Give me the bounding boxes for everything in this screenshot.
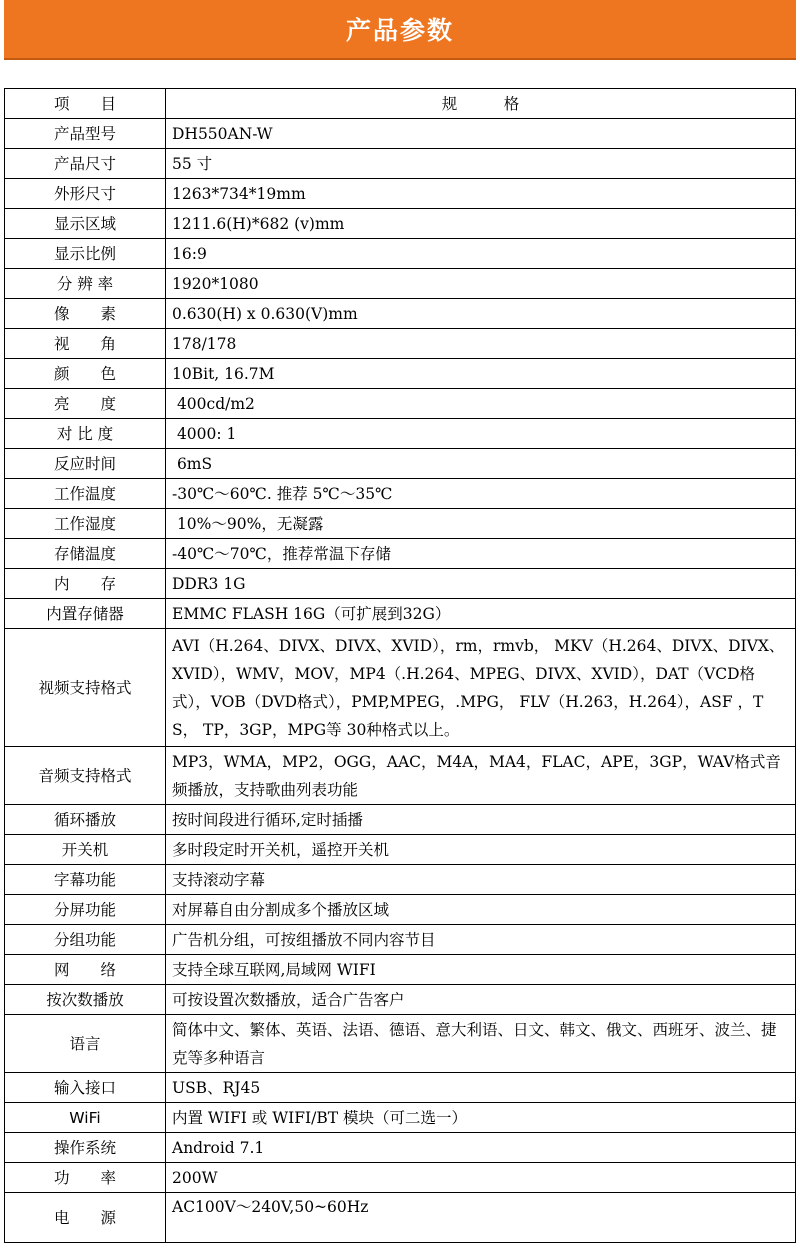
table-row — [5, 895, 796, 925]
table-row — [5, 389, 796, 419]
row-label: 视 角 — [5, 329, 166, 359]
table-row — [5, 119, 796, 149]
spec-table — [4, 88, 796, 1243]
row-label: 输入接口 — [5, 1073, 166, 1103]
row-label: 分组功能 — [5, 925, 166, 955]
row-value: 1263*734*19mm — [166, 179, 796, 209]
header-spec: 规 格 — [166, 89, 796, 119]
row-label: 工作温度 — [5, 479, 166, 509]
row-label: 对 比 度 — [5, 419, 166, 449]
row-label: 网 络 — [5, 955, 166, 985]
table-row — [5, 1103, 796, 1133]
table-row — [5, 179, 796, 209]
table-row — [5, 747, 796, 805]
row-value: 1920*1080 — [166, 269, 796, 299]
row-label: 产品型号 — [5, 119, 166, 149]
row-value: 10%～90%，无凝露 — [166, 509, 796, 539]
row-label: 颜 色 — [5, 359, 166, 389]
table-row — [5, 209, 796, 239]
table-row — [5, 359, 796, 389]
row-value: 内置 WIFI 或 WIFI/BT 模块（可二选一） — [166, 1103, 796, 1133]
row-label: WiFi — [5, 1103, 166, 1133]
row-label: 功 率 — [5, 1163, 166, 1193]
row-label: 操作系统 — [5, 1133, 166, 1163]
table-row — [5, 955, 796, 985]
row-value: EMMC FLASH 16G（可扩展到32G） — [166, 599, 796, 629]
row-label: 字幕功能 — [5, 865, 166, 895]
table-row — [5, 629, 796, 747]
row-label: 显示区域 — [5, 209, 166, 239]
row-value: AVI（H.264、DIVX、DIVX、XVID），rm，rmvb， MKV（H.264、DIVX、DIVX、XVID），WMV，MOV，MP4（.H.264、MPEG、DIVX、XVID），DAT（VCD格式），VOB（DVD格式），PMP,MPEG，.MPG， FLV（H.263，H.264），ASF ，TS， TP，3GP，MPG等 30种格式以上。 — [166, 629, 796, 747]
table-row — [5, 419, 796, 449]
row-label: 工作湿度 — [5, 509, 166, 539]
row-value: 支持全球互联网,局域网 WIFI — [166, 955, 796, 985]
row-value: USB、RJ45 — [166, 1073, 796, 1103]
row-value: 6mS — [166, 449, 796, 479]
row-value: 可按设置次数播放，适合广告客户 — [166, 985, 796, 1015]
row-value: AC100V～240V,50~60Hz — [166, 1193, 796, 1243]
row-value: MP3，WMA，MP2，OGG，AAC，M4A，MA4，FLAC，APE，3GP，WAV格式音频播放，支持歌曲列表功能 — [166, 747, 796, 805]
table-row — [5, 269, 796, 299]
row-label: 音频支持格式 — [5, 747, 166, 805]
table-row — [5, 1015, 796, 1073]
row-value: 4000: 1 — [166, 419, 796, 449]
row-label: 语言 — [5, 1015, 166, 1073]
row-label: 产品尺寸 — [5, 149, 166, 179]
row-label: 存储温度 — [5, 539, 166, 569]
row-value: 400cd/m2 — [166, 389, 796, 419]
table-row — [5, 925, 796, 955]
row-label: 电 源 — [5, 1193, 166, 1243]
row-label: 像 素 — [5, 299, 166, 329]
row-value: -30℃～60℃. 推荐 5℃～35℃ — [166, 479, 796, 509]
row-label: 按次数播放 — [5, 985, 166, 1015]
table-row — [5, 1073, 796, 1103]
table-row — [5, 805, 796, 835]
row-label: 分 辨 率 — [5, 269, 166, 299]
row-label: 循环播放 — [5, 805, 166, 835]
page-title-banner: 产品参数 — [4, 0, 796, 60]
row-label: 分屏功能 — [5, 895, 166, 925]
row-value: Android 7.1 — [166, 1133, 796, 1163]
row-value: 0.630(H) x 0.630(V)mm — [166, 299, 796, 329]
table-row — [5, 1163, 796, 1193]
row-value: 55 寸 — [166, 149, 796, 179]
table-row — [5, 569, 796, 599]
table-row — [5, 835, 796, 865]
table-row — [5, 329, 796, 359]
table-row — [5, 865, 796, 895]
row-value: 10Bit, 16.7M — [166, 359, 796, 389]
row-label: 视频支持格式 — [5, 629, 166, 747]
row-value: 178/178 — [166, 329, 796, 359]
row-value: 按时间段进行循环,定时插播 — [166, 805, 796, 835]
table-row — [5, 239, 796, 269]
row-label: 外形尺寸 — [5, 179, 166, 209]
row-value: 1211.6(H)*682 (v)mm — [166, 209, 796, 239]
row-value: 16:9 — [166, 239, 796, 269]
table-row — [5, 1133, 796, 1163]
row-value: 支持滚动字幕 — [166, 865, 796, 895]
row-value: 多时段定时开关机，遥控开关机 — [166, 835, 796, 865]
row-label: 内置存储器 — [5, 599, 166, 629]
row-label: 反应时间 — [5, 449, 166, 479]
table-row — [5, 539, 796, 569]
row-value: DH550AN-W — [166, 119, 796, 149]
row-label: 亮 度 — [5, 389, 166, 419]
table-header-row — [5, 89, 796, 119]
table-row — [5, 599, 796, 629]
table-row — [5, 1193, 796, 1243]
row-value: -40℃～70℃，推荐常温下存储 — [166, 539, 796, 569]
row-value: 200W — [166, 1163, 796, 1193]
table-row — [5, 149, 796, 179]
row-value: 广告机分组，可按组播放不同内容节目 — [166, 925, 796, 955]
header-item: 项 目 — [5, 89, 166, 119]
row-value: 简体中文、繁体、英语、法语、德语、意大利语、日文、韩文、俄文、西班牙、波兰、捷克等多种语言 — [166, 1015, 796, 1073]
table-row — [5, 449, 796, 479]
row-value: DDR3 1G — [166, 569, 796, 599]
table-row — [5, 299, 796, 329]
row-label: 显示比例 — [5, 239, 166, 269]
table-row — [5, 985, 796, 1015]
table-row — [5, 479, 796, 509]
row-value: 对屏幕自由分割成多个播放区域 — [166, 895, 796, 925]
row-label: 开关机 — [5, 835, 166, 865]
table-row — [5, 509, 796, 539]
row-label: 内 存 — [5, 569, 166, 599]
